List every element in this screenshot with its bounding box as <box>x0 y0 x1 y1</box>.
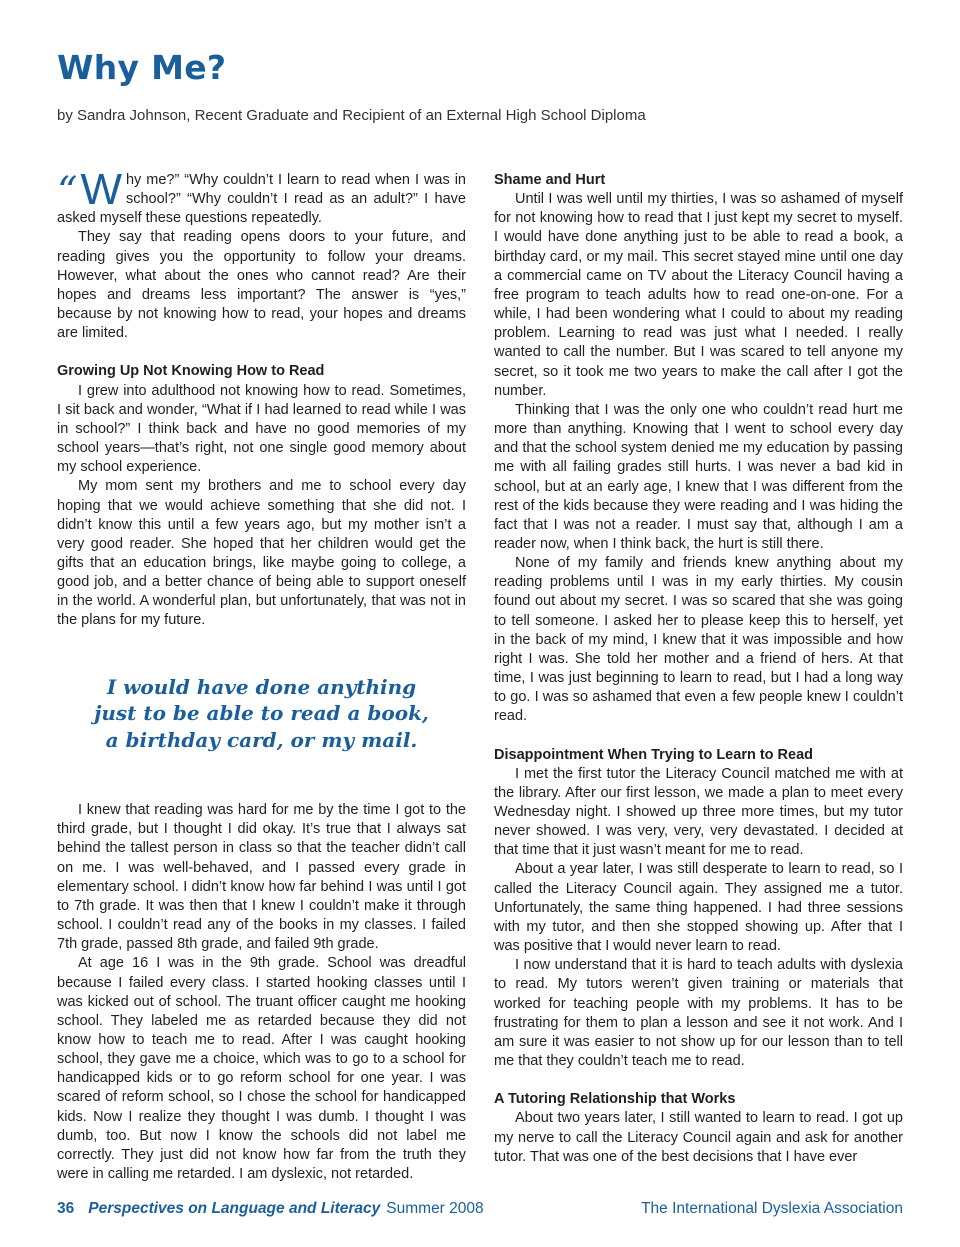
intro-paragraph-2: They say that reading opens doors to your future, and reading gives you the opportunity to follow your dreams. However, what about the ones who cannot read? Are their hopes and dreams less important? The answer is “yes,” because by not knowing how to read, your hopes and dreams are limited. <box>57 229 466 342</box>
body-paragraph: At age 16 I was in the 9th grade. School was dreadful because I failed every class. I started hooking classes until I was kicked out of school. The truant officer caught me hooking school. They labeled me as retarded because they did not know how to teach me to read. After I was caught hooking school, they gave me a choice, which was to go to a school for handicapped kids or to go reform school for one year. I was scared of reform school, so I chose the school for handicapped kids. Now I realize they thought I was dumb. I thought I was dumb, too. But now I know the schools did not label me correctly. They just did not know how far from the truth they were in calling me retarded. I am dyslexic, not retarded. <box>57 955 466 1183</box>
body-paragraph: I met the first tutor the Literacy Council matched me with at the library. After our first lesson, we made a plan to meet every Wednesday night. I showed up three more times, but my tutor never showed. I was very, very, very devastated. I decided at that time that it just wasn’t meant for me to read. <box>494 765 903 859</box>
right-column <box>494 171 903 1167</box>
open-quote-mark: “ <box>57 169 78 215</box>
body-paragraph: Thinking that I was the only one who couldn’t read hurt me more than anything. Knowing that I went to school every day and that the school system denied me my education by passing me with all failing grades still hurts. I was never a bad kid in school, but at an early age, I knew that I was different from the rest of the kids because they were reading and I was hiding the fact that I was not a reader. I must say that, although I am a reader now, when I think back, the hurt is still there. <box>494 401 903 552</box>
body-paragraph: My mom sent my brothers and me to school every day hoping that we would achieve something that she did not. I didn’t know this until a few years ago, but my mother isn’t a very good reader. She hoped that her children would get the gifts that an education brings, like maybe going to college, a good job, and a better chance of being able to support oneself in the world. A wonderful plan, but unfortunately, that was not in the plans for my future. <box>57 478 466 629</box>
body-paragraph: About a year later, I was still desperate to learn to read, so I called the Literacy Council again. They assigned me a tutor. Unfortunately, the same thing happened. I had three sessions with my tutor, and then she stopped showing up. After that I was positive that I would never learn to read. <box>494 861 903 955</box>
section-heading: Shame and Hurt <box>494 172 606 188</box>
footer-left <box>57 1200 484 1218</box>
body-paragraph: Until I was well until my thirties, I was so ashamed of myself for not knowing how to read that I just kept my secret to myself. I would have done anything just to be able to read a book, a birthday card, or my mail. This secret stayed mine until one day a commercial came on TV about the Literacy Council having a free program to teach adults how to read one-on-one. For a while, I had been wondering what I could to about my reading problem. Learning to read was just what I needed. I really wanted to call the number. But I was scared to tell anyone my secret, so it took me two years to make the call after I got the number. <box>494 191 903 399</box>
publisher-name: The International Dyslexia Association <box>641 1200 903 1217</box>
body-paragraph: About two years later, I still wanted to learn to read. I got up my nerve to call the Literacy Council again and ask for another tutor. That was one of the best decisions that I have ever <box>494 1110 903 1165</box>
drop-cap: W <box>80 165 122 214</box>
intro-text: hy me?” “Why couldn’t I learn to read when I was in school?” “Why couldn’t I read as an adult?” I have asked myself these questions repeatedly. <box>57 172 466 227</box>
section-disappointment <box>494 746 903 1072</box>
page-number: 36 <box>57 1200 75 1217</box>
section-shame-and-hurt <box>494 171 903 727</box>
body-paragraph: I knew that reading was hard for me by the time I got to the third grade, but I thought I did okay. It’s true that I always sat behind the tallest person in class so that the teacher didn’t call on me. I was well-behaved, and I passed every grade in elementary school. I didn’t know how far behind I was until I got to 7th grade. It was then that I knew I couldn’t make it through school. I couldn’t read any of the books in my classes. I failed 7th grade, passed 8th grade, and failed 9th grade. <box>57 802 466 953</box>
intro-paragraph <box>57 165 466 228</box>
section-heading: Growing Up Not Knowing How to Read <box>57 363 325 380</box>
article-byline: by Sandra Johnson, Recent Graduate and Recipient of an External High School Diploma <box>57 107 646 124</box>
journal-title: Perspectives on Language and Literacy <box>88 1200 381 1217</box>
left-column <box>57 165 466 1184</box>
section-growing-up <box>57 362 466 630</box>
section-heading: A Tutoring Relationship that Works <box>494 1091 736 1108</box>
pull-quote-line: I would have done anything <box>106 674 417 699</box>
body-paragraph: I now understand that it is hard to teach adults with dyslexia to read. My tutors weren’t given training or materials that worked for teaching people with my problems. It has to be frustrating for them to plan a lesson and see it not work. And I am sure it was easier to not show up for our lesson than to tell me that they couldn’t teach me to read. <box>494 957 903 1070</box>
body-paragraph: None of my family and friends knew anything about my reading problems until I was in my early thirties. My cousin found out about my secret. I was so scared that she was going to tell someone. I asked her to please keep this to herself, yet in the back of my mind, I knew that it was impossible and how right I was. She told her mother and a friend of hers. At that time, I was just beginning to learn to read, but I had a long way to go. I was so ashamed that even a few people knew I couldn’t read. <box>494 555 903 725</box>
journal-issue: Summer 2008 <box>386 1200 484 1217</box>
pull-quote-line: a birthday card, or my mail. <box>105 727 418 752</box>
pull-quote <box>57 674 466 754</box>
body-paragraph: I grew into adulthood not knowing how to read. Sometimes, I sit back and wonder, “What if I had learned to read while I was in school?” I think back and have no good memories of my school years—that’s right, not one single good memory about my school experience. <box>57 382 466 476</box>
pull-quote-line: just to be able to read a book, <box>94 701 429 726</box>
section-heading: Disappointment When Trying to Learn to Read <box>494 746 814 763</box>
article-title: Why Me? <box>57 48 227 87</box>
page-footer <box>57 1200 903 1218</box>
section-tutoring-relationship <box>494 1090 903 1167</box>
